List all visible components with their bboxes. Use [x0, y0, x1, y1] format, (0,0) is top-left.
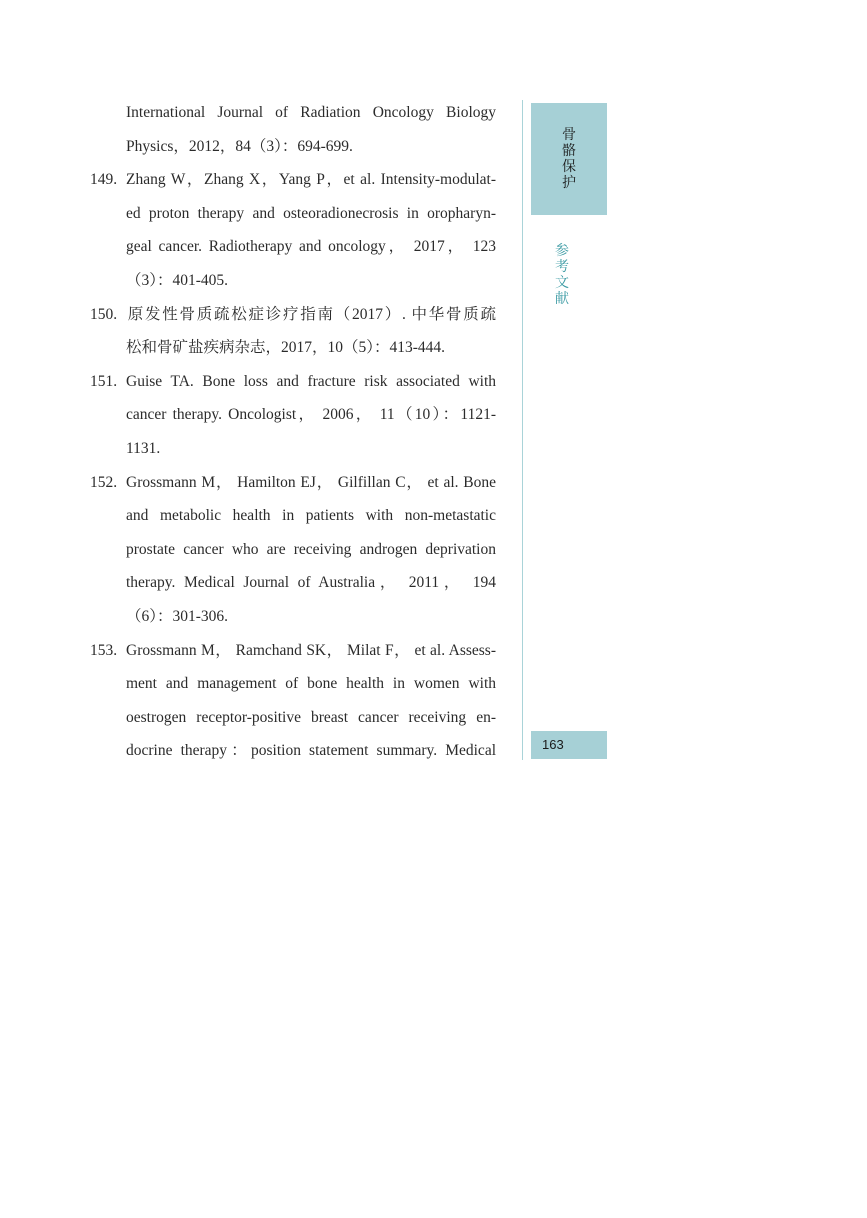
- reference-text: Physics，2012，84（3）：694-699.: [126, 137, 353, 155]
- reference-number: 152.: [90, 473, 118, 491]
- reference-line: [90, 130, 496, 164]
- reference-text: ment and management of bone health in women with: [126, 675, 496, 693]
- reference-text: Grossmann M， Hamilton EJ， Gilfillan C， et al. Bone: [126, 473, 496, 491]
- reference-text: docrine therapy：position statement summary. Medical: [126, 742, 496, 760]
- section-tab: [554, 243, 570, 307]
- reference-number: 150.: [90, 305, 118, 323]
- reference-entry-start: [90, 634, 496, 668]
- reference-text: oestrogen receptor-positive breast cancer receiving en-: [126, 708, 496, 726]
- book-title: 骨骼保护: [562, 127, 576, 191]
- reference-line: [90, 230, 496, 264]
- reference-line: [90, 600, 496, 634]
- reference-line: [90, 667, 496, 701]
- reference-list: [90, 96, 496, 768]
- reference-text: （3）：401-405.: [126, 271, 229, 289]
- reference-text: Grossmann M， Ramchand SK， Milat F， et al. Assess-: [126, 641, 496, 659]
- reference-entry-start: [90, 466, 496, 500]
- reference-line: [90, 566, 496, 600]
- reference-text: （6）：301-306.: [126, 607, 229, 625]
- reference-line: [90, 734, 496, 768]
- reference-line: [90, 398, 496, 432]
- reference-text: prostate cancer who are receiving androgen deprivation: [126, 540, 496, 558]
- reference-text: geal cancer. Radiotherapy and oncology， 2017， 123: [126, 238, 496, 256]
- reference-text: therapy. Medical Journal of Australia， 2011， 194: [126, 574, 496, 592]
- reference-entry-start: [90, 298, 496, 332]
- reference-text: 1131.: [126, 439, 161, 457]
- section-title: 参考文献: [555, 243, 569, 307]
- reference-line: [90, 701, 496, 735]
- reference-line: [90, 499, 496, 533]
- reference-entry-start: [90, 163, 496, 197]
- reference-entry-start: [90, 365, 496, 399]
- reference-line: [90, 197, 496, 231]
- reference-text: Zhang W，Zhang X，Yang P，et al. Intensity-modulat-: [126, 171, 496, 189]
- reference-text: and metabolic health in patients with non-metastatic: [126, 507, 496, 525]
- reference-line: [90, 432, 496, 466]
- reference-text: 原发性骨质疏松症诊疗指南（2017）. 中华骨质疏: [126, 305, 496, 323]
- reference-number: 151.: [90, 372, 118, 390]
- reference-line: [90, 533, 496, 567]
- reference-text: cancer therapy. Oncologist， 2006， 11（10）：1121-: [126, 406, 496, 424]
- reference-text: ed proton therapy and osteoradionecrosis in oropharyn-: [126, 204, 496, 222]
- reference-number: 153.: [90, 641, 118, 659]
- reference-text: 松和骨矿盐疾病杂志，2017，10（5）：413-444.: [126, 339, 446, 357]
- reference-text: International Journal of Radiation Oncology Biology: [126, 104, 496, 121]
- page-number: 163: [531, 731, 607, 759]
- reference-text: Guise TA. Bone loss and fracture risk associated with: [126, 372, 496, 390]
- reference-line: [90, 264, 496, 298]
- reference-line: [90, 331, 496, 365]
- reference-line: [90, 96, 496, 130]
- reference-number: 149.: [90, 171, 118, 189]
- book-title-tab: [531, 103, 607, 215]
- column-divider: [522, 100, 523, 760]
